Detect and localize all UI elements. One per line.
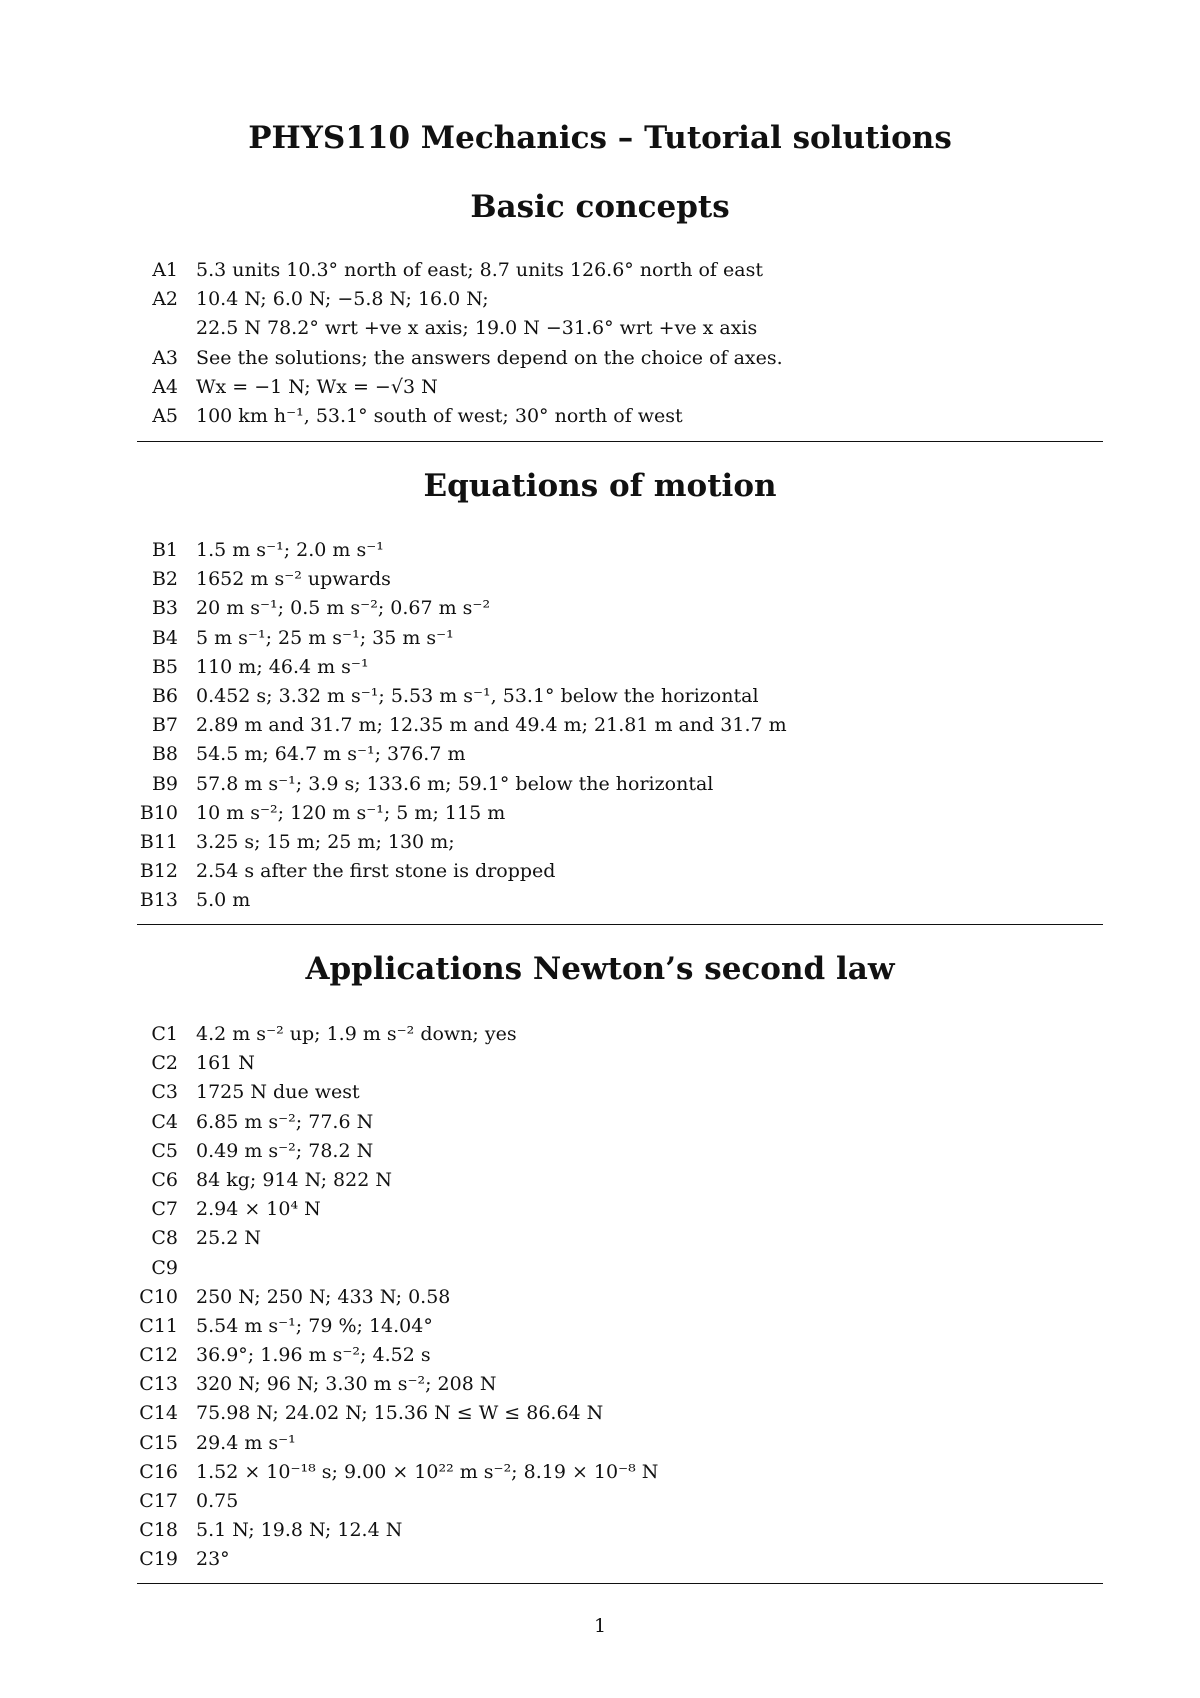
answer-row-c17 (138, 1487, 1118, 1516)
answer-row-b12 (138, 857, 1118, 886)
answer-text: 5.0 m (196, 889, 251, 912)
answer-label: B2 (151, 568, 178, 591)
answer-text: 110 m; 46.4 m s⁻¹ (196, 655, 369, 678)
answer-row-a2-continued (138, 314, 1118, 343)
answer-label: A5 (152, 404, 178, 427)
answer-row-c10 (138, 1283, 1118, 1312)
answer-row-b4 (138, 624, 1118, 653)
document-title: PHYS110 Mechanics – Tutorial solutions (248, 120, 952, 156)
answer-label: B5 (151, 655, 178, 678)
answer-row-c1 (138, 1020, 1118, 1049)
answer-row-b6 (138, 682, 1118, 711)
answer-label: B13 (139, 889, 178, 912)
answer-label: B12 (139, 860, 178, 883)
answer-label: C17 (139, 1490, 178, 1512)
answer-list-newtons-second-law (138, 1020, 1118, 1575)
answer-row-c3 (138, 1078, 1118, 1107)
answer-row-c18 (138, 1516, 1118, 1545)
answer-label: C12 (139, 1344, 178, 1367)
answer-row-b3 (138, 594, 1118, 623)
answer-text: 6.85 m s⁻²; 77.6 N (196, 1110, 374, 1133)
answer-label: C19 (139, 1548, 178, 1571)
answer-list-basic-concepts (138, 256, 1118, 431)
answer-label: A2 (152, 288, 178, 311)
answer-text: 1.52 × 10⁻¹⁸ s; 9.00 × 10²² m s⁻²; 8.19 × 10⁻⁸ N (196, 1460, 659, 1483)
answer-label: B11 (139, 830, 178, 853)
section-divider (137, 1583, 1103, 1584)
answer-text: 5.1 N; 19.8 N; 12.4 N (196, 1519, 403, 1542)
answer-row-c15 (138, 1429, 1118, 1458)
answer-row-b7 (138, 711, 1118, 740)
answer-row-a2 (138, 285, 1118, 314)
answer-label: C6 (151, 1168, 178, 1191)
answer-row-b8 (138, 740, 1118, 769)
answer-text: 36.9°; 1.96 m s⁻²; 4.52 s (196, 1344, 431, 1367)
answer-text: 10.4 N; 6.0 N; −5.8 N; 16.0 N; (196, 288, 489, 311)
answer-label: C3 (151, 1081, 178, 1104)
answer-text: 10 m s⁻²; 120 m s⁻¹; 5 m; 115 m (196, 801, 506, 824)
answer-text: 2.54 s after the first stone is dropped (196, 860, 556, 883)
section-heading-basic-concepts: Basic concepts (470, 189, 730, 225)
answer-row-a1 (138, 256, 1118, 285)
answer-label: B3 (151, 597, 178, 620)
section-heading-equations-of-motion: Equations of motion (423, 468, 777, 504)
answer-label: A4 (152, 375, 178, 398)
answer-label: C9 (151, 1256, 178, 1279)
answer-text: 20 m s⁻¹; 0.5 m s⁻²; 0.67 m s⁻² (196, 597, 491, 620)
answer-label: C13 (139, 1373, 178, 1396)
answer-text: 84 kg; 914 N; 822 N (196, 1168, 392, 1191)
answer-text: 54.5 m; 64.7 m s⁻¹; 376.7 m (196, 743, 466, 766)
answer-label: C1 (151, 1023, 178, 1045)
page-number: 1 (593, 1615, 607, 1637)
answer-label: C7 (151, 1198, 178, 1221)
answer-text: 2.89 m and 31.7 m; 12.35 m and 49.4 m; 21.81 m and 31.7 m (196, 714, 787, 737)
section-heading-newtons-second-law: Applications Newton’s second law (305, 951, 895, 987)
answer-row-c16 (138, 1458, 1118, 1487)
section-divider (137, 441, 1103, 442)
answer-row-b1 (138, 536, 1118, 565)
answer-label: C18 (139, 1519, 178, 1542)
answer-label: C8 (151, 1227, 178, 1250)
answer-row-b11 (138, 828, 1118, 857)
answer-row-c4 (138, 1108, 1118, 1137)
answer-text: 2.94 × 10⁴ N (196, 1198, 321, 1221)
answer-text: 5.54 m s⁻¹; 79 %; 14.04° (196, 1314, 433, 1337)
answer-row-c8 (138, 1224, 1118, 1253)
answer-label: C4 (151, 1110, 178, 1133)
answer-row-c9 (138, 1254, 1118, 1283)
answer-label: C15 (139, 1431, 178, 1454)
answer-row-c12 (138, 1341, 1118, 1370)
answer-text: 25.2 N (196, 1227, 261, 1250)
answer-text: 57.8 m s⁻¹; 3.9 s; 133.6 m; 59.1° below the horizontal (196, 772, 714, 795)
answer-label: B8 (151, 743, 178, 766)
answer-row-c5 (138, 1137, 1118, 1166)
answer-label: B6 (151, 684, 178, 707)
answer-row-c19 (138, 1545, 1118, 1574)
answer-text: 23° (196, 1548, 230, 1571)
answer-row-c11 (138, 1312, 1118, 1341)
answer-label: C11 (139, 1314, 178, 1337)
answer-label: C5 (151, 1139, 178, 1162)
answer-text: 1652 m s⁻² upwards (196, 568, 391, 591)
answer-text: 0.49 m s⁻²; 78.2 N (196, 1139, 374, 1162)
answer-row-c6 (138, 1166, 1118, 1195)
answer-row-c14 (138, 1399, 1118, 1428)
answer-label: B1 (151, 539, 178, 561)
answer-text: 250 N; 250 N; 433 N; 0.58 (196, 1285, 451, 1308)
answer-row-a3 (138, 344, 1118, 373)
answer-label: B9 (151, 772, 178, 795)
answer-text: 29.4 m s⁻¹ (196, 1431, 296, 1454)
answer-row-a4 (138, 373, 1118, 402)
answer-text: 100 km h⁻¹, 53.1° south of west; 30° north of west (196, 404, 683, 427)
answer-row-b9 (138, 770, 1118, 799)
answer-row-a5 (138, 402, 1118, 431)
answer-text: 5.3 units 10.3° north of east; 8.7 units 126.6° north of east (196, 259, 763, 281)
answer-label: C14 (139, 1402, 178, 1425)
answer-row-c2 (138, 1049, 1118, 1078)
answer-row-b10 (138, 799, 1118, 828)
answer-text: 320 N; 96 N; 3.30 m s⁻²; 208 N (196, 1373, 497, 1396)
answer-row-b13 (138, 886, 1118, 915)
answer-label: C2 (151, 1052, 178, 1075)
answer-text: 22.5 N 78.2° wrt +ve x axis; 19.0 N −31.6° wrt +ve x axis (196, 317, 758, 340)
answer-label: B4 (151, 626, 178, 649)
answer-row-c13 (138, 1370, 1118, 1399)
answer-label: A3 (152, 346, 178, 369)
section-divider (137, 924, 1103, 925)
answer-row-b5 (138, 653, 1118, 682)
answer-label: A1 (152, 259, 178, 281)
answer-label: C10 (139, 1285, 178, 1308)
answer-label: B10 (139, 801, 178, 824)
answer-row-b2 (138, 565, 1118, 594)
answer-text: 0.452 s; 3.32 m s⁻¹; 5.53 m s⁻¹, 53.1° below the horizontal (196, 684, 759, 707)
answer-text: 75.98 N; 24.02 N; 15.36 N ≤ W ≤ 86.64 N (196, 1402, 604, 1425)
answer-text: 0.75 (196, 1490, 239, 1512)
answer-text: 161 N (196, 1052, 255, 1075)
answer-text: 3.25 s; 15 m; 25 m; 130 m; (196, 830, 455, 853)
answer-row-c7 (138, 1195, 1118, 1224)
answer-label: B7 (151, 714, 178, 737)
answer-text: 5 m s⁻¹; 25 m s⁻¹; 35 m s⁻¹ (196, 626, 454, 649)
answer-list-equations-of-motion (138, 536, 1118, 915)
answer-text: 4.2 m s⁻² up; 1.9 m s⁻² down; yes (196, 1023, 517, 1045)
answer-text: 1725 N due west (196, 1081, 360, 1104)
answer-text: Wx = −1 N; Wx = −√3 N (196, 375, 438, 398)
answer-label: C16 (139, 1460, 178, 1483)
answer-text: See the solutions; the answers depend on the choice of axes. (196, 346, 783, 369)
answer-text: 1.5 m s⁻¹; 2.0 m s⁻¹ (196, 539, 384, 561)
